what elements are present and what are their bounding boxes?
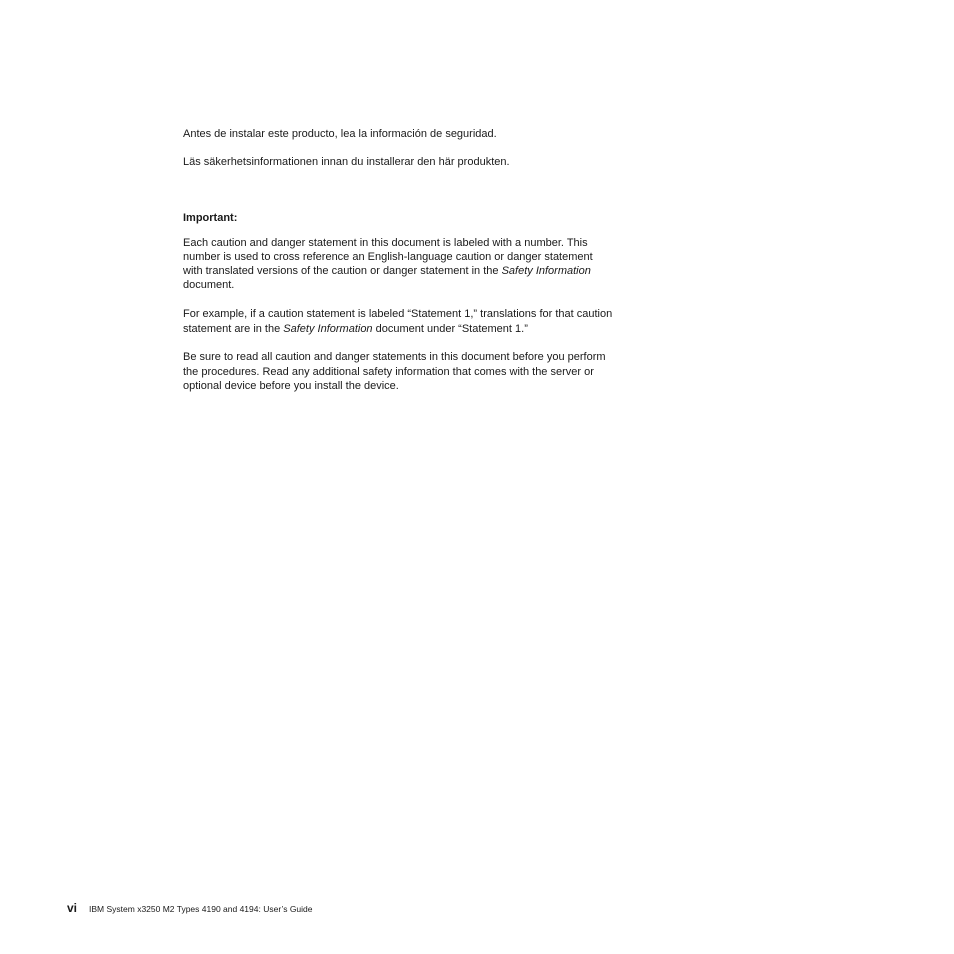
safety-notice-spanish: Antes de instalar este producto, lea la información de seguridad. [183,128,497,140]
page-number: vi [67,901,78,915]
safety-notice-swedish: Läs säkerhetsinformationen innan du installerar den här produkten. [183,155,510,168]
page-footer [67,901,313,917]
important-heading: Important: [183,212,238,225]
important-paragraph-1 [183,236,613,293]
paragraph-1-text-a: Each caution and danger statement in this document is labeled with a number. This number is used to cross reference an English-language caution or danger statement with translated versions of the caution or danger statement in the [183,236,593,278]
document-title: IBM System x3250 M2 Types 4190 and 4194: User’s Guide [89,904,313,914]
paragraph-2-text-a: For example, if a caution statement is labeled “Statement 1,” translations for that caution statement are in the [183,308,613,335]
paragraph-2-emphasis: Safety Information [283,322,373,335]
paragraph-1-text-b: document. [183,279,235,292]
paragraph-1-emphasis: Safety Information [501,265,591,278]
important-paragraph-2 [183,307,613,336]
page-body [183,127,613,408]
important-paragraph-3: Be sure to read all caution and danger statements in this document before you perform the procedures. Read any additional safety information that comes with the server or optional device before you install the device. [183,351,606,392]
paragraph-2-text-b: document under “Statement 1.” [372,322,528,335]
